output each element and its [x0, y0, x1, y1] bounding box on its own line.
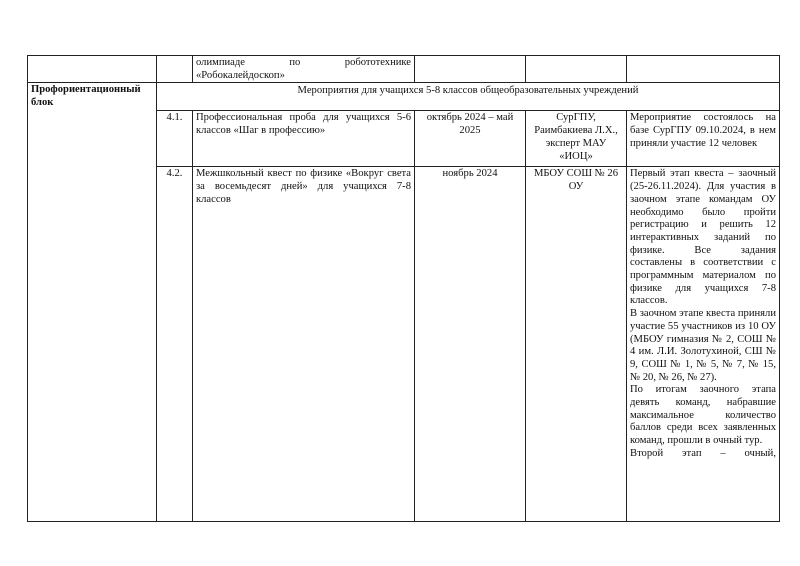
row-number: 4.1.: [157, 111, 193, 167]
result-paragraph: Мероприятие состоялось на базе СурГПУ 09.10.2024, в нем приняли участие 12 человек: [630, 112, 776, 149]
section-header-row: [28, 83, 780, 111]
row-result: [627, 167, 780, 522]
event-text-line2: «Робокалейдоскоп»: [196, 69, 285, 81]
row-responsible: СурГПУ, Раимбакиева Л.Х., эксперт МАУ «ИОЦ»: [526, 111, 627, 167]
row-number: 4.2.: [157, 167, 193, 522]
row-date: октябрь 2024 – май 2025: [415, 111, 526, 167]
row-result: [627, 111, 780, 167]
row-event: Профессиональная проба для учащихся 5-6 классов «Шаг в профессию»: [193, 111, 415, 167]
cell-responsible: [526, 56, 627, 83]
row-responsible: МБОУ СОШ № 26 ОУ: [526, 167, 627, 522]
events-table: [27, 55, 780, 522]
event-text-line1: олимпиаде по робототехнике: [196, 57, 411, 68]
cell-date: [415, 56, 526, 83]
row-event: Межшкольный квест по физике «Вокруг света за восемьдесят дней» для учащихся 7-8 классов: [193, 167, 415, 522]
cell-num: [157, 56, 193, 83]
cell-event: [193, 56, 415, 83]
row-date: ноябрь 2024: [415, 167, 526, 522]
result-paragraph-2: В заочном этапе квеста приняли участие 55 участников из 10 ОУ (МБОУ гимназия № 2, СОШ № 4 им. Л.И. Золотухиной, СШ № 9, СОШ № 1, № 5, № 7, № 15, № 20, № 26, № 27).: [630, 308, 776, 383]
result-paragraph-4: Второй этап – очный,: [630, 447, 776, 459]
cell-block: [28, 56, 157, 83]
section-heading: Мероприятия для учащихся 5-8 классов общеобразовательных учреждений: [157, 83, 780, 111]
table-row-continued: [28, 56, 780, 83]
result-paragraph-3: По итогам заочного этапа девять команд, набравшие максимальное количество баллов среди всех заявленных команд, прошли в очный тур.: [630, 384, 776, 447]
result-paragraph-1: Первый этап квеста – заочный (25-26.11.2024). Для участия в заочном этапе командам ОУ необходимо было пройти регистрацию и решить 12 интерактивных заданий по физике. Все задания составлены в соответствии с программным материалом по физике для учащихся 7-8 классов.: [630, 168, 776, 307]
cell-result: [627, 56, 780, 83]
section-title: Профориентационный блок: [28, 83, 157, 522]
